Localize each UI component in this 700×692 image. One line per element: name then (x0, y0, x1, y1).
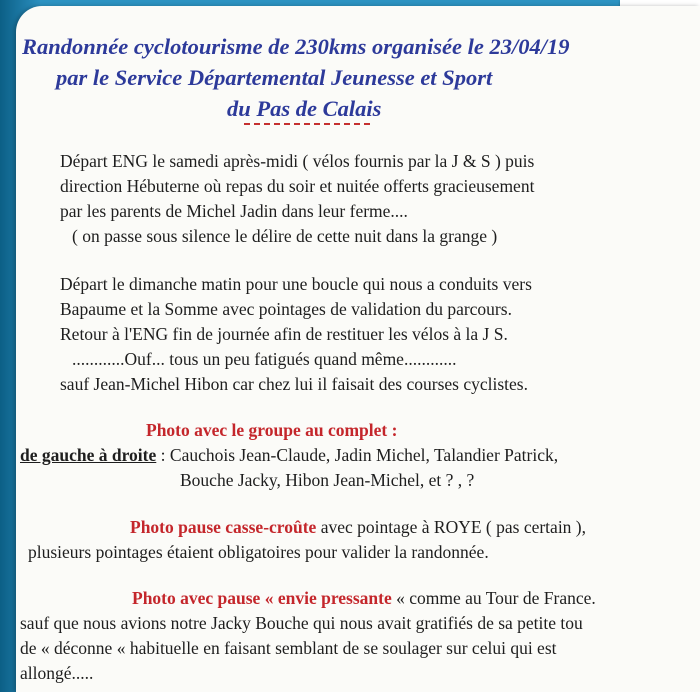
photo1-heading: Photo avec le groupe au complet : (146, 420, 398, 440)
photo3-quote: « (260, 588, 278, 608)
photo1-names: : Cauchois Jean-Claude, Jadin Michel, Talandier Patrick, (156, 445, 559, 465)
photo1-line-2: Bouche Jacky, Hibon Jean-Michel, et ? , ? (180, 470, 475, 490)
photo3-text: « comme au Tour de France. (391, 588, 596, 608)
photo2-text: avec pointage à ROYE ( pas certain ), (316, 517, 587, 537)
photo3-heading-2: envie pressante (277, 588, 392, 608)
paragraph1-line: ( on passe sous silence le délire de cette nuit dans la grange ) (72, 226, 498, 246)
photo3-heading: Photo avec pause (132, 588, 261, 608)
document-sheet (16, 6, 700, 692)
paragraph2-line: Bapaume et la Somme avec pointages de validation du parcours. (60, 299, 512, 319)
photo2-line-1 (130, 515, 586, 540)
paragraph2-line: ............Ouf... tous un peu fatigués quand même............ (72, 349, 457, 369)
paragraph2-line: sauf Jean-Michel Hibon car chez lui il faisait des courses cyclistes. (60, 374, 528, 394)
photo1-line-1 (20, 443, 558, 468)
paragraph1-line: Départ ENG le samedi après-midi ( vélos fournis par la J & S ) puis (60, 151, 535, 171)
paragraph1-line: par les parents de Michel Jadin dans leur ferme.... (60, 201, 408, 221)
paragraph2-line: Retour à l'ENG fin de journée afin de restituer les vélos à la J S. (60, 324, 508, 344)
photo2-line-2: plusieurs pointages étaient obligatoires pour valider la randonnée. (28, 542, 489, 562)
photo3-line-1 (132, 586, 596, 611)
separator (244, 123, 370, 125)
photo1-label: de gauche à droite (20, 445, 157, 465)
photo3-line-2: sauf que nous avions notre Jacky Bouche qui nous avait gratifiés de sa petite tou (20, 613, 583, 633)
paragraph1-line: direction Hébuterne où repas du soir et nuitée offerts gracieusement (60, 176, 535, 196)
photo3-line-3: de « déconne « habituelle en faisant semblant de se soulager sur celui qui est (20, 638, 557, 658)
title-line-2: par le Service Départemental Jeunesse et Sport (56, 65, 493, 90)
photo3-line-4: allongé..... (20, 663, 94, 683)
paragraph2-line: Départ le dimanche matin pour une boucle qui nous a conduits vers (60, 274, 532, 294)
title-line-3: du Pas de Calais (227, 96, 382, 121)
title-line-1: Randonnée cyclotourisme de 230kms organisée le 23/04/19 (22, 34, 570, 59)
photo2-heading: Photo pause casse-croûte (130, 517, 317, 537)
